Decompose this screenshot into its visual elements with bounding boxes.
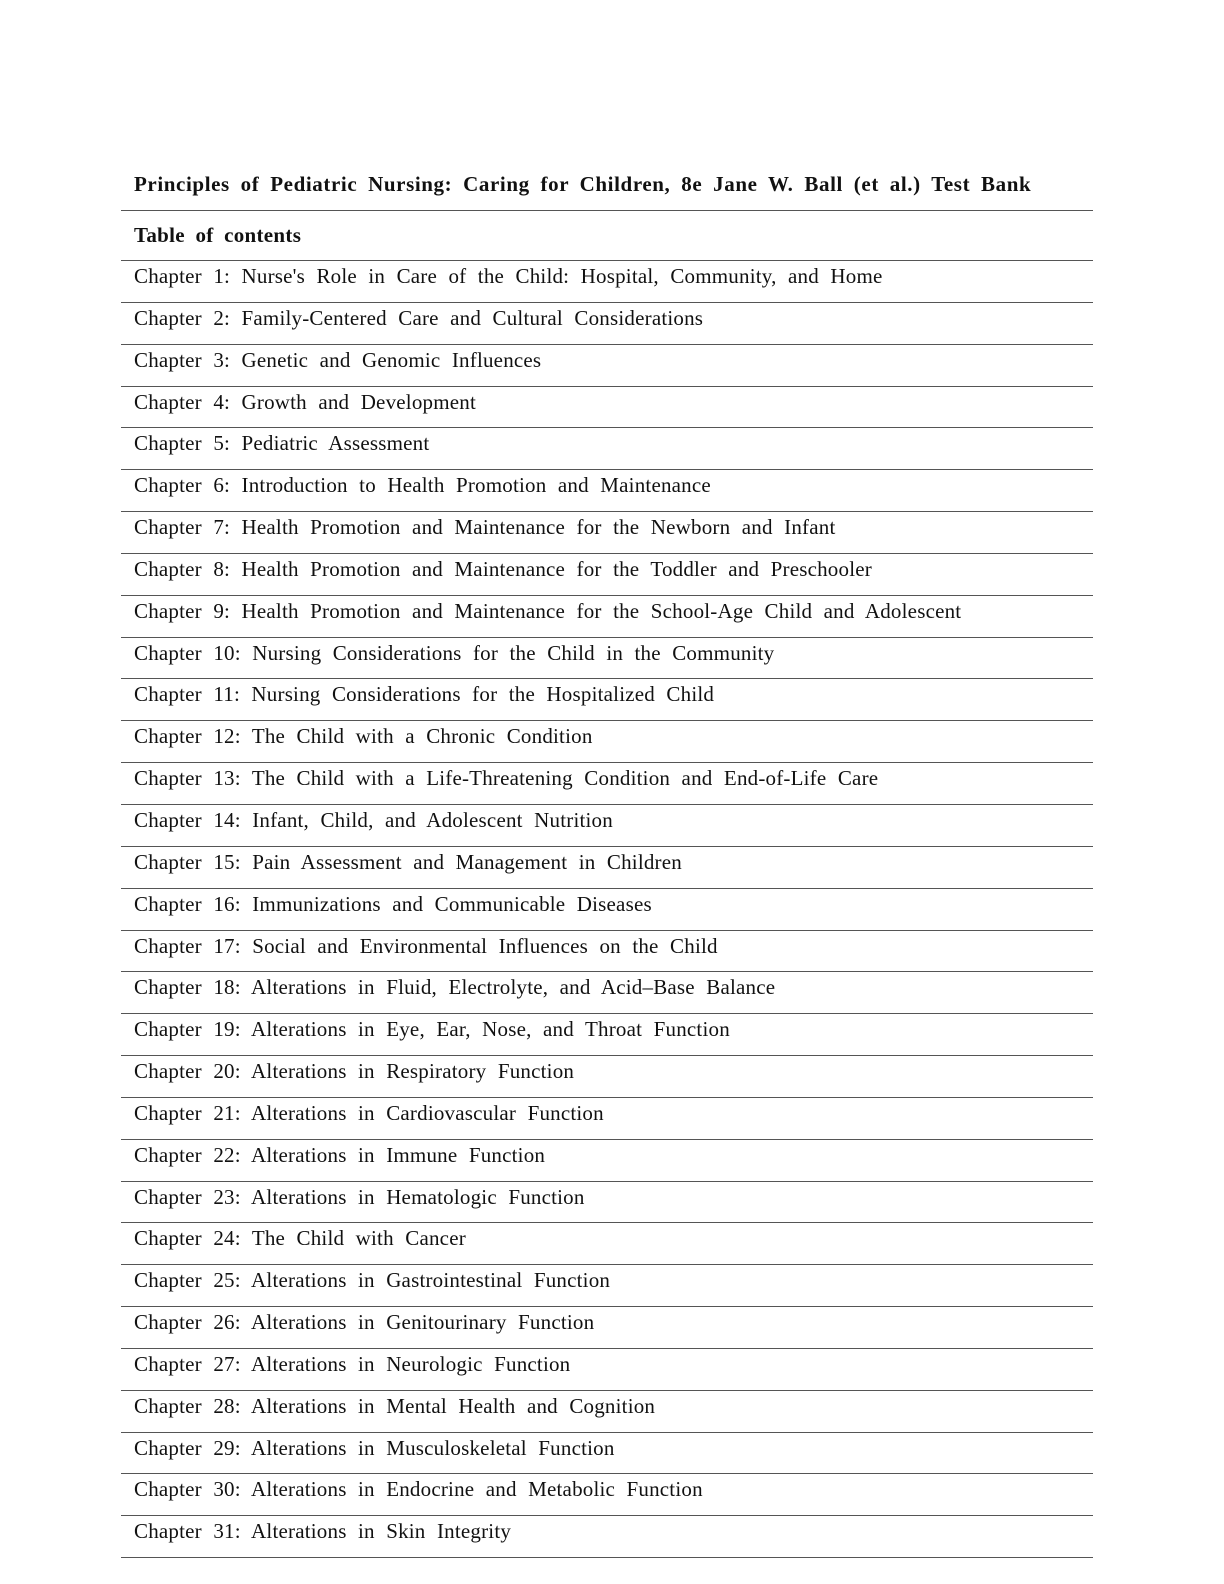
- toc-chapter-row[interactable]: Chapter 23: Alterations in Hematologic Function: [121, 1182, 1093, 1224]
- toc-heading: Table of contents: [121, 211, 1093, 261]
- toc-chapter-row[interactable]: Chapter 24: The Child with Cancer: [121, 1223, 1093, 1265]
- toc-chapter-row[interactable]: Chapter 30: Alterations in Endocrine and Metabolic Function: [121, 1474, 1093, 1516]
- toc-chapter-row[interactable]: Chapter 25: Alterations in Gastrointestinal Function: [121, 1265, 1093, 1307]
- toc-chapter-row[interactable]: Chapter 9: Health Promotion and Maintenance for the School-Age Child and Adolescent: [121, 596, 1093, 638]
- toc-chapter-row[interactable]: Chapter 1: Nurse's Role in Care of the Child: Hospital, Community, and Home: [121, 261, 1093, 303]
- toc-chapter-row[interactable]: Chapter 17: Social and Environmental Influences on the Child: [121, 931, 1093, 973]
- toc-chapter-row[interactable]: Chapter 29: Alterations in Musculoskeletal Function: [121, 1433, 1093, 1475]
- toc-chapter-row[interactable]: Chapter 18: Alterations in Fluid, Electrolyte, and Acid–Base Balance: [121, 972, 1093, 1014]
- toc-chapter-row[interactable]: Chapter 6: Introduction to Health Promotion and Maintenance: [121, 470, 1093, 512]
- toc-chapter-row[interactable]: Chapter 31: Alterations in Skin Integrity: [121, 1516, 1093, 1558]
- toc-chapter-row[interactable]: Chapter 13: The Child with a Life-Threatening Condition and End-of-Life Care: [121, 763, 1093, 805]
- toc-chapter-row[interactable]: Chapter 8: Health Promotion and Maintenance for the Toddler and Preschooler: [121, 554, 1093, 596]
- toc-chapter-row[interactable]: Chapter 12: The Child with a Chronic Condition: [121, 721, 1093, 763]
- toc-chapter-row[interactable]: Chapter 7: Health Promotion and Maintenance for the Newborn and Infant: [121, 512, 1093, 554]
- toc-chapter-row[interactable]: Chapter 26: Alterations in Genitourinary Function: [121, 1307, 1093, 1349]
- toc-chapter-row[interactable]: Chapter 16: Immunizations and Communicable Diseases: [121, 889, 1093, 931]
- document-title: Principles of Pediatric Nursing: Caring for Children, 8e Jane W. Ball (et al.) Test Bank: [134, 172, 1032, 196]
- toc-chapter-row[interactable]: Chapter 14: Infant, Child, and Adolescent Nutrition: [121, 805, 1093, 847]
- toc-chapter-row[interactable]: Chapter 27: Alterations in Neurologic Function: [121, 1349, 1093, 1391]
- toc-chapter-row[interactable]: Chapter 21: Alterations in Cardiovascular Function: [121, 1098, 1093, 1140]
- toc-chapter-row[interactable]: Chapter 28: Alterations in Mental Health and Cognition: [121, 1391, 1093, 1433]
- toc-chapter-row[interactable]: Chapter 3: Genetic and Genomic Influences: [121, 345, 1093, 387]
- toc-chapter-row[interactable]: Chapter 4: Growth and Development: [121, 387, 1093, 429]
- toc-chapter-row[interactable]: Chapter 20: Alterations in Respiratory Function: [121, 1056, 1093, 1098]
- toc-chapter-row[interactable]: Chapter 2: Family-Centered Care and Cultural Considerations: [121, 303, 1093, 345]
- table-of-contents: [121, 210, 1093, 1558]
- toc-chapter-row[interactable]: Chapter 10: Nursing Considerations for the Child in the Community: [121, 638, 1093, 680]
- toc-chapter-row[interactable]: Chapter 15: Pain Assessment and Management in Children: [121, 847, 1093, 889]
- toc-chapter-row[interactable]: Chapter 19: Alterations in Eye, Ear, Nose, and Throat Function: [121, 1014, 1093, 1056]
- toc-chapter-row[interactable]: Chapter 22: Alterations in Immune Function: [121, 1140, 1093, 1182]
- toc-chapter-row[interactable]: Chapter 11: Nursing Considerations for the Hospitalized Child: [121, 679, 1093, 721]
- toc-chapter-row[interactable]: Chapter 5: Pediatric Assessment: [121, 428, 1093, 470]
